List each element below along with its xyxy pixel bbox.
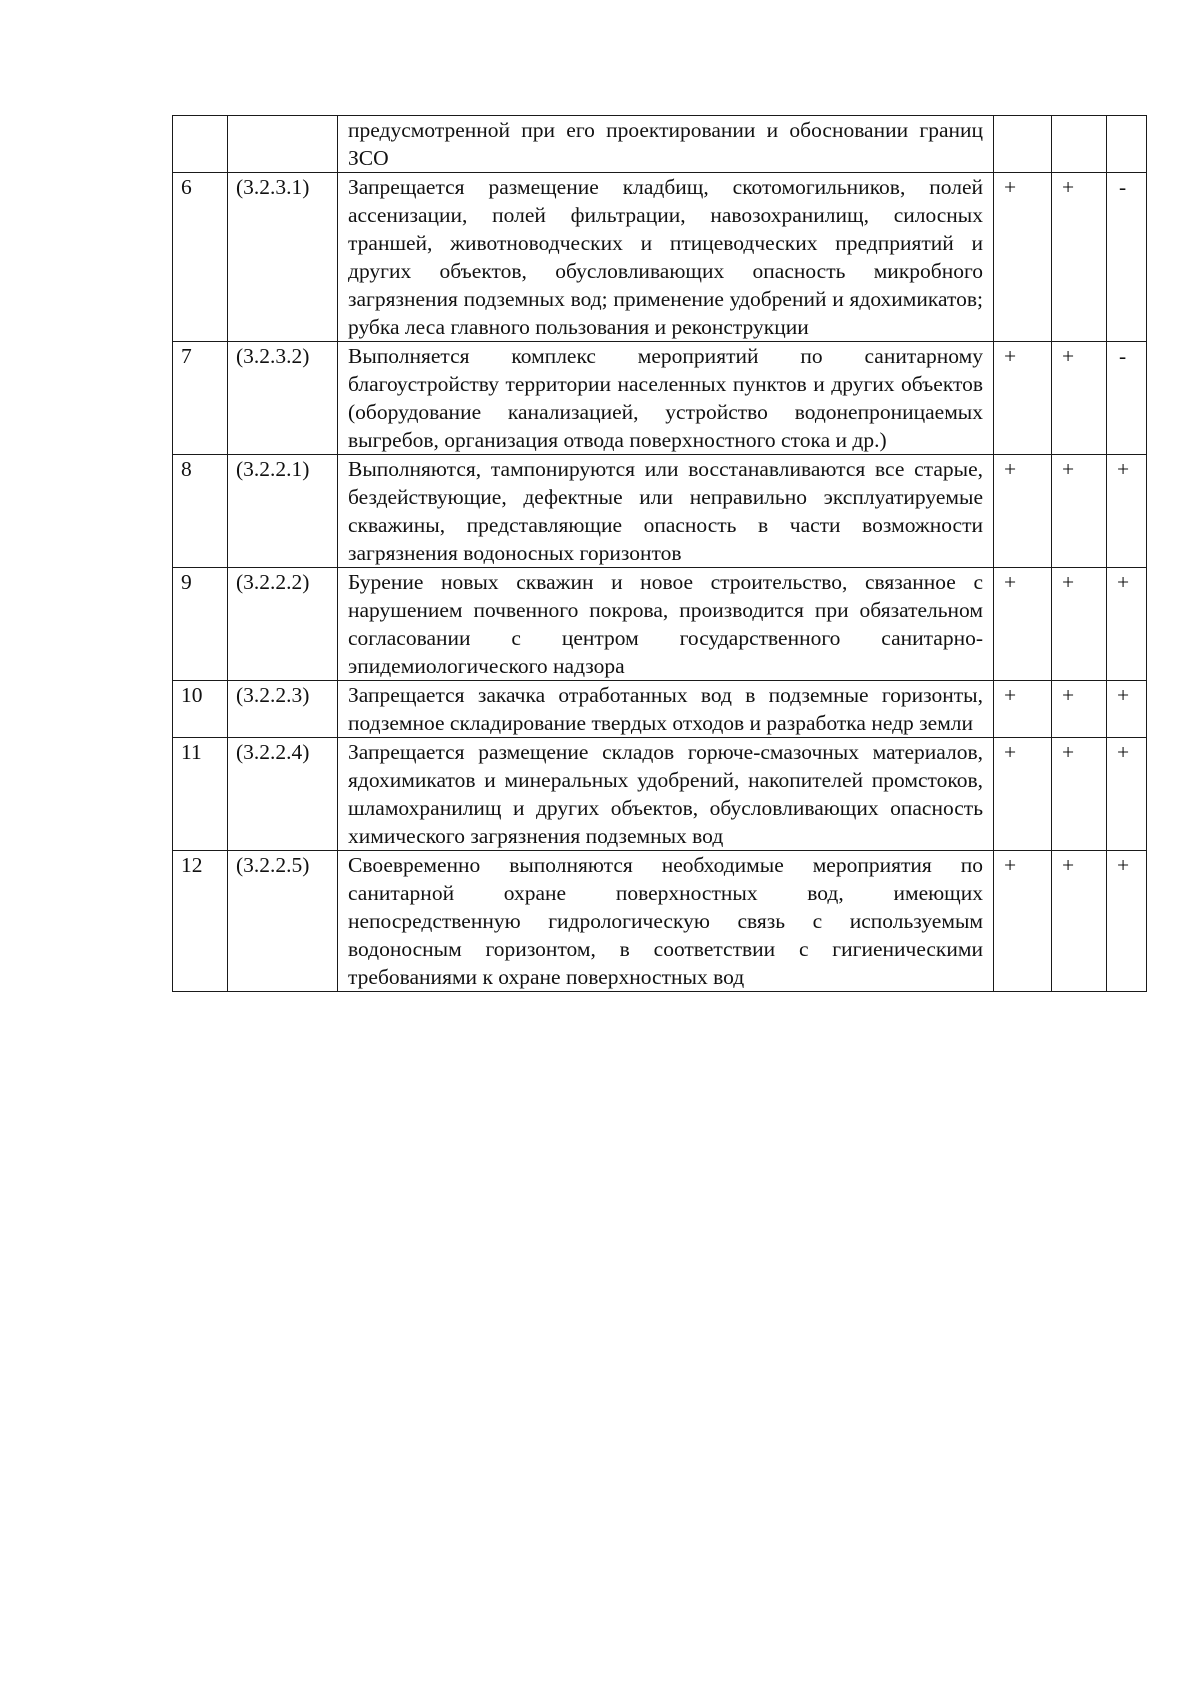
row-mark-2: + xyxy=(1052,738,1107,851)
row-mark-3: + xyxy=(1107,681,1147,738)
row-reference: (3.2.2.5) xyxy=(228,851,338,992)
row-number: 12 xyxy=(173,851,228,992)
row-reference: (3.2.2.1) xyxy=(228,455,338,568)
row-mark-3: - xyxy=(1107,173,1147,342)
row-number: 9 xyxy=(173,568,228,681)
table-row xyxy=(173,455,1147,568)
row-requirement-text: Запрещается размещение кладбищ, скотомогильников, полей ассенизации, полей фильтрации, навозохранилищ, силосных траншей, животноводческих и птицеводческих предприятий и других объектов, обусловливающих опасность микробного загрязнения подземных вод; применение удобрений и ядохимикатов; рубка леса главного пользования и реконструкции xyxy=(338,173,994,342)
row-mark-2: + xyxy=(1052,342,1107,455)
table-row xyxy=(173,851,1147,992)
row-number xyxy=(173,116,228,173)
row-mark-3: + xyxy=(1107,455,1147,568)
row-number: 8 xyxy=(173,455,228,568)
row-mark-1: + xyxy=(994,455,1052,568)
table-row xyxy=(173,681,1147,738)
row-reference xyxy=(228,116,338,173)
row-mark-2 xyxy=(1052,116,1107,173)
table-row xyxy=(173,116,1147,173)
row-requirement-text: Запрещается закачка отработанных вод в подземные горизонты, подземное складирование твердых отходов и разработка недр земли xyxy=(338,681,994,738)
row-mark-2: + xyxy=(1052,568,1107,681)
requirements-table xyxy=(172,115,1147,992)
row-mark-1: + xyxy=(994,681,1052,738)
row-reference: (3.2.2.3) xyxy=(228,681,338,738)
row-mark-3 xyxy=(1107,116,1147,173)
row-mark-1: + xyxy=(994,738,1052,851)
table-row xyxy=(173,568,1147,681)
row-number: 7 xyxy=(173,342,228,455)
table-row xyxy=(173,738,1147,851)
row-reference: (3.2.2.4) xyxy=(228,738,338,851)
row-requirement-text: Бурение новых скважин и новое строительство, связанное с нарушением почвенного покрова, производится при обязательном согласовании с центром государственного санитарно-эпидемиологического надзора xyxy=(338,568,994,681)
row-mark-3: + xyxy=(1107,738,1147,851)
row-mark-2: + xyxy=(1052,455,1107,568)
row-requirement-text: Выполняется комплекс мероприятий по санитарному благоустройству территории населенных пунктов и других объектов (оборудование канализацией, устройство водонепроницаемых выгребов, организация отвода поверхностного стока и др.) xyxy=(338,342,994,455)
row-number: 11 xyxy=(173,738,228,851)
table-row xyxy=(173,342,1147,455)
row-requirement-text: Своевременно выполняются необходимые мероприятия по санитарной охране поверхностных вод, имеющих непосредственную гидрологическую связь с используемым водоносным горизонтом, в соответствии с гигиеническими требованиями к охране поверхностных вод xyxy=(338,851,994,992)
table-body xyxy=(173,116,1147,992)
row-mark-3: + xyxy=(1107,568,1147,681)
row-mark-1: + xyxy=(994,173,1052,342)
row-mark-1: + xyxy=(994,851,1052,992)
row-mark-2: + xyxy=(1052,681,1107,738)
row-mark-2: + xyxy=(1052,851,1107,992)
row-number: 10 xyxy=(173,681,228,738)
row-mark-2: + xyxy=(1052,173,1107,342)
table-row xyxy=(173,173,1147,342)
row-requirement-text: предусмотренной при его проектировании и обосновании границ ЗСО xyxy=(338,116,994,173)
row-mark-1: + xyxy=(994,342,1052,455)
row-number: 6 xyxy=(173,173,228,342)
row-reference: (3.2.3.1) xyxy=(228,173,338,342)
row-requirement-text: Выполняются, тампонируются или восстанавливаются все старые, бездействующие, дефектные или неправильно эксплуатируемые скважины, представляющие опасность в части возможности загрязнения водоносных горизонтов xyxy=(338,455,994,568)
row-mark-3: + xyxy=(1107,851,1147,992)
row-reference: (3.2.2.2) xyxy=(228,568,338,681)
row-mark-1: + xyxy=(994,568,1052,681)
row-reference: (3.2.3.2) xyxy=(228,342,338,455)
row-mark-1 xyxy=(994,116,1052,173)
row-mark-3: - xyxy=(1107,342,1147,455)
row-requirement-text: Запрещается размещение складов горюче-смазочных материалов, ядохимикатов и минеральных удобрений, накопителей промстоков, шламохранилищ и других объектов, обусловливающих опасность химического загрязнения подземных вод xyxy=(338,738,994,851)
